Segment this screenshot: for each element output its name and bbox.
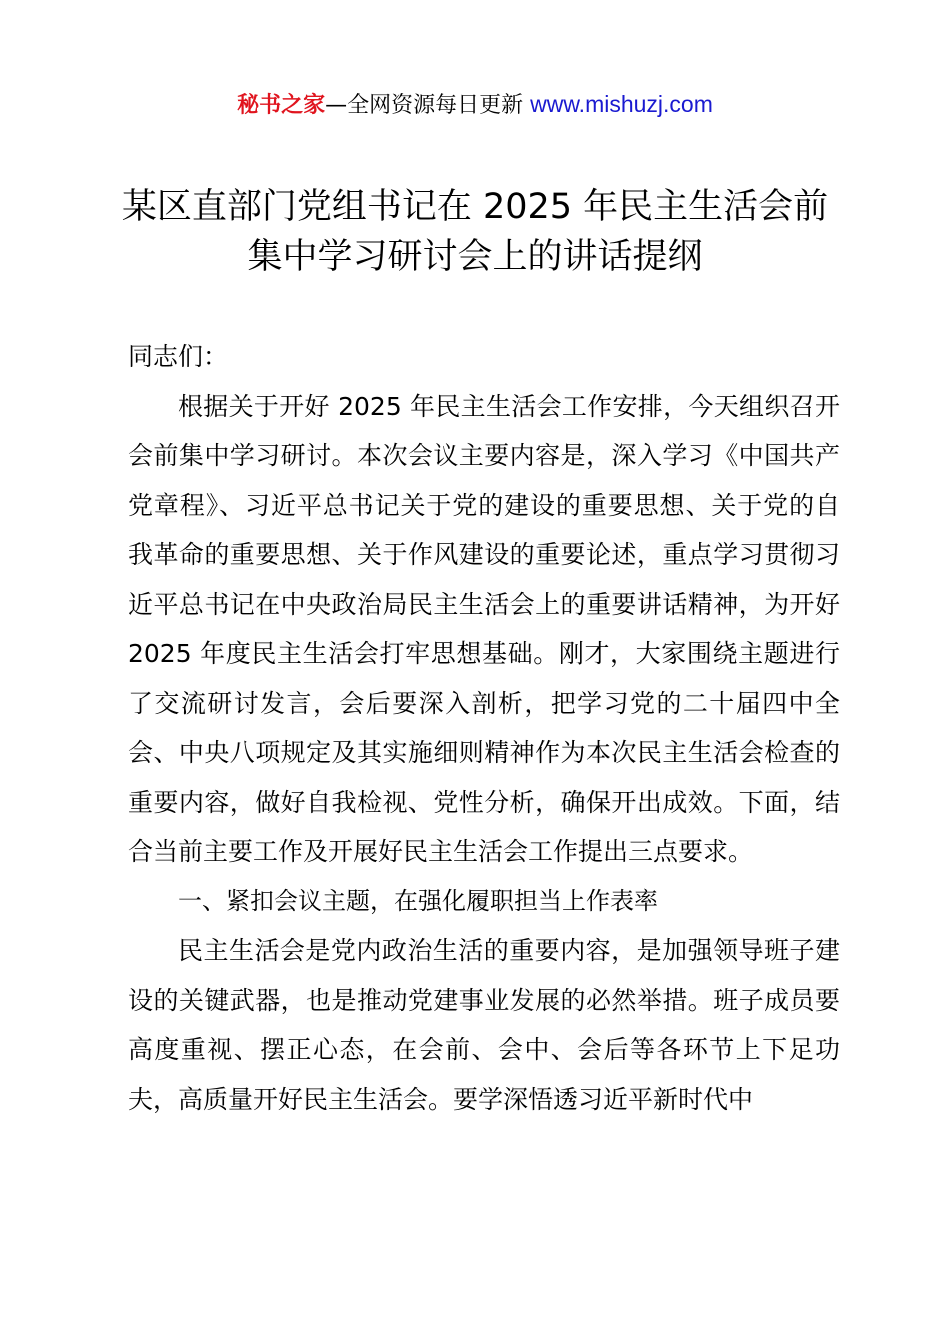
header-tagline: —全网资源每日更新 <box>325 93 524 118</box>
document-body <box>128 332 840 1124</box>
title-line-2: 集中学习研讨会上的讲话提纲 <box>247 237 703 277</box>
site-url-link[interactable]: www.mishuzj.com <box>530 91 713 117</box>
salutation: 同志们： <box>128 342 229 371</box>
section-heading-1: 一、紧扣会议主题，在强化履职担当上作表率 <box>178 886 658 915</box>
title-line-1: 某区直部门党组书记在 2025 年民主生活会前 <box>121 187 829 227</box>
site-header <box>0 88 950 122</box>
paragraph-section-1: 民主生活会是党内政治生活的重要内容，是加强领导班子建设的关键武器，也是推动党建事业发展的必然举措。班子成员要高度重视、摆正心态，在会前、会中、会后等各环节上下足功夫，高质量开好民主生活会。要学深悟透习近平新时代中 <box>128 936 840 1114</box>
document-title <box>60 182 890 282</box>
paragraph-intro: 根据关于开好 2025 年民主生活会工作安排，今天组织召开会前集中学习研讨。本次会议主要内容是，深入学习《中国共产党章程》、习近平总书记关于党的建设的重要思想、关于党的自我革命的重要思想、关于作风建设的重要论述，重点学习贯彻习近平总书记在中央政治局民主生活会上的重要讲话精神，为开好 2025 年度民主生活会打牢思想基础。刚才，大家围绕主题进行了交流研讨发言，会后要深入剖析，把学习党的二十届四中全会、中央八项规定及其实施细则精神作为本次民主生活会检查的重要内容，做好自我检视、党性分析，确保开出成效。下面，结合当前主要工作及开展好民主生活会工作提出三点要求。 <box>128 391 840 866</box>
brand-name: 秘书之家 <box>237 93 326 118</box>
